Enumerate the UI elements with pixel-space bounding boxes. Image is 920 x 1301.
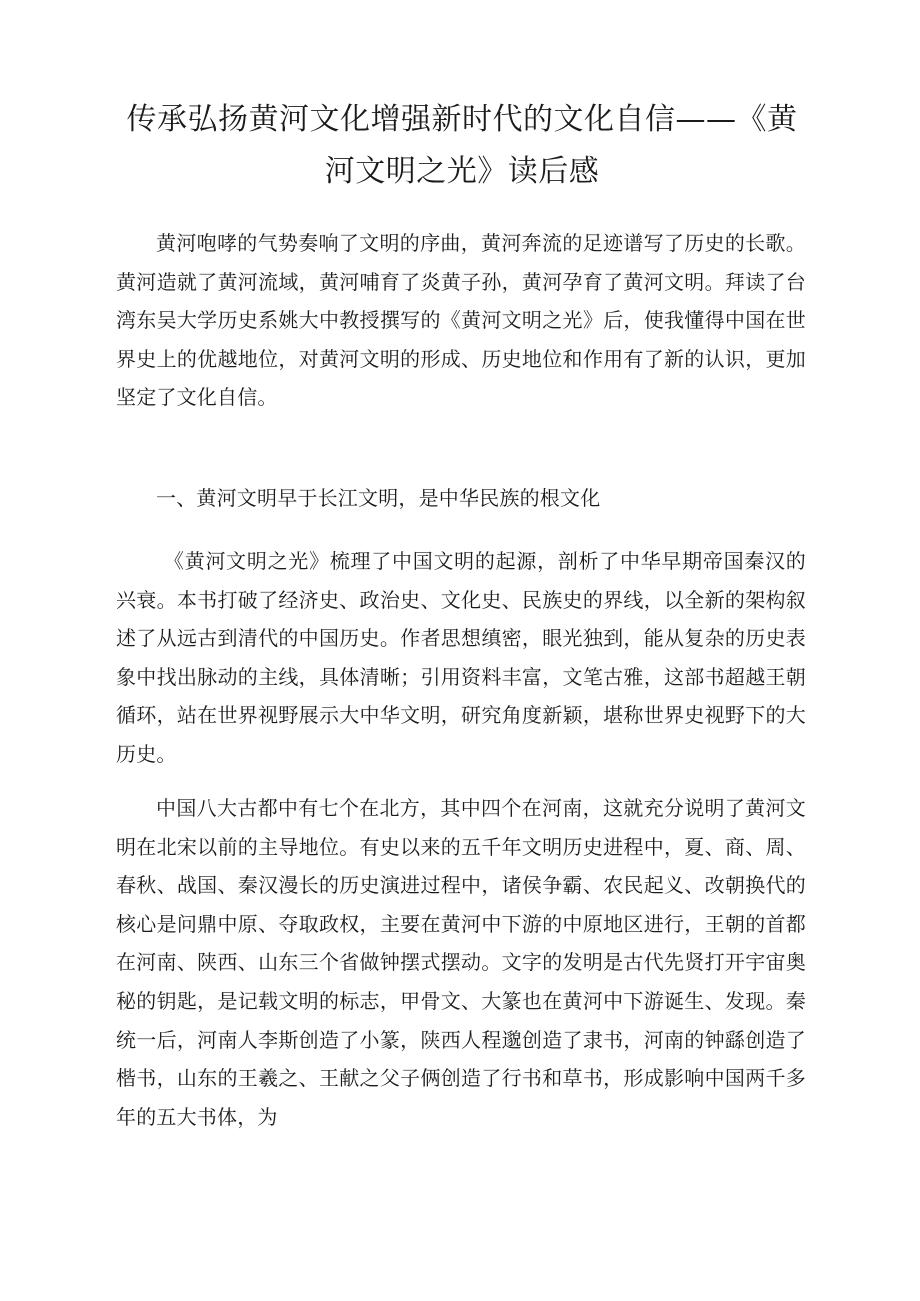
paragraph-intro: 黄河咆哮的气势奏响了文明的序曲，黄河奔流的足迹谱写了历史的长歌。黄河造就了黄河流域，黄河哺育了炎黄子孙，黄河孕育了黄河文明。拜读了台湾东吴大学历史系姚大中教授撰写的《黄河文明之光》后，使我懂得中国在世界史上的优越地位，对黄河文明的形成、历史地位和作用有了新的认识，更加坚定了文化自信。 xyxy=(116,231,806,410)
section-heading-1: 一、黄河文明早于长江文明，是中华民族的根文化 xyxy=(156,486,601,510)
paragraph-ancient-capitals: 中国八大古都中有七个在北方，其中四个在河南，这就充分说明了黄河文明在北宋以前的主导地位。有史以来的五千年文明历史进程中，夏、商、周、春秋、战国、秦汉漫长的历史演进过程中，诸侯争霸、农民起义、改朝换代的核心是问鼎中原、夺取政权，主要在黄河中下游的中原地区进行，王朝的首都在河南、陕西、山东三个省做钟摆式摆动。文字的发明是古代先贤打开宇宙奥秘的钥匙，是记载文明的标志，甲骨文、大篆也在黄河中下游诞生、发现。秦统一后，河南人李斯创造了小篆，陕西人程邈创造了隶书，河南的钟繇创造了楷书，山东的王羲之、王献之父子俩创造了行书和草书，形成影响中国两千多年的五大书体，为 xyxy=(116,796,806,1129)
paragraph-book-summary: 《黄河文明之光》梳理了中国文明的起源，剖析了中华早期帝国秦汉的兴衰。本书打破了经济史、政治史、文化史、民族史的界线，以全新的架构叙述了从远古到清代的中国历史。作者思想缜密，眼光独到，能从复杂的历史表象中找出脉动的主线，具体清晰；引用资料丰富，文笔古雅，这部书超越王朝循环，站在世界视野展示大中华文明，研究角度新颖，堪称世界史视野下的大历史。 xyxy=(116,549,806,766)
document-title: 传承弘扬黄河文化增强新时代的文化自信——《黄河文明之光》读后感 xyxy=(126,102,798,189)
